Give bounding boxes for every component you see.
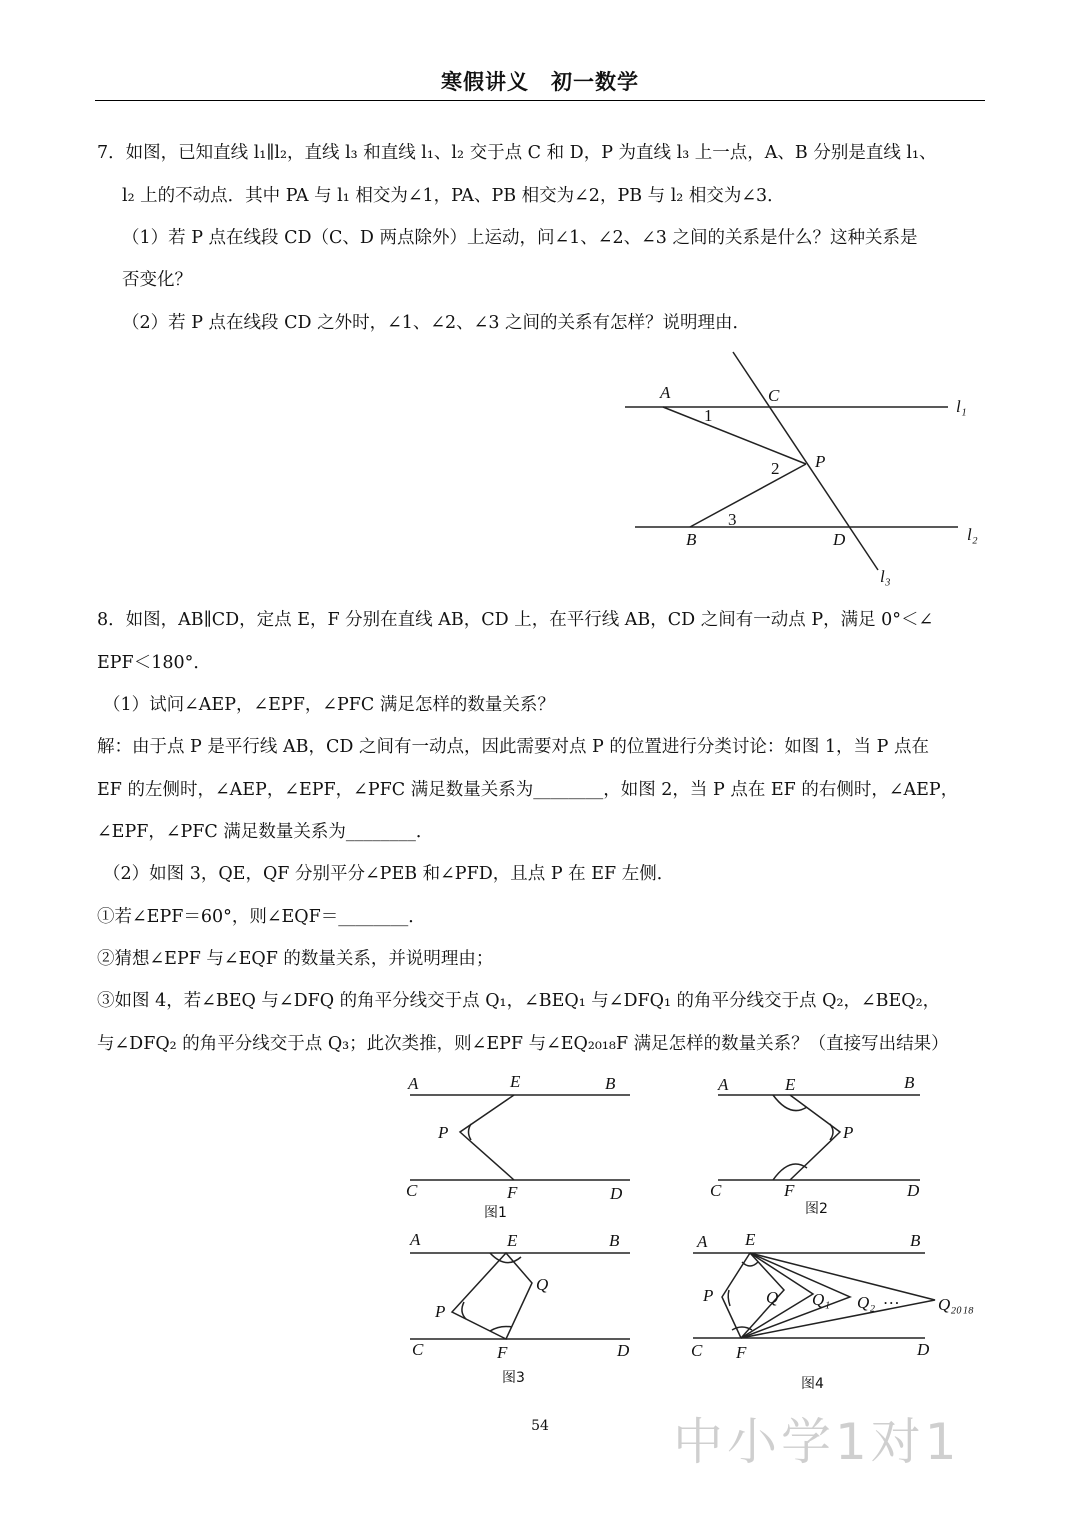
q7-line-4: 否变化？	[122, 270, 192, 290]
fig2-label-a: A	[718, 1075, 729, 1094]
q8-line-4: 解：由于点 P 是平行线 AB，CD 之间有一动点，因此需要对点 P 的位置进行分类讨论：如图 1，当 P 点在	[97, 737, 929, 757]
q8-figure-3	[400, 1225, 640, 1390]
fig2-label-d: D	[907, 1181, 920, 1200]
q7-label-l3: l₃	[880, 567, 891, 586]
fig1-label-d: D	[610, 1184, 623, 1203]
q8-line-8: ①若∠EPF＝60°，则∠EQF＝________．	[97, 907, 426, 927]
fig1-label-c: C	[406, 1181, 418, 1200]
q7-label-d: D	[833, 530, 846, 549]
fig3-label-e: E	[507, 1231, 518, 1250]
fig2-caption: 图2	[805, 1201, 828, 1217]
q8-line-11: 与∠DFQ₂ 的角平分线交于点 Q₃；此次类推，则∠EPF 与∠EQ₂₀₁₈F 满足怎样的数量关系？（直接写出结果）	[97, 1034, 949, 1054]
q7-line-2: l₂ 上的不动点．其中 PA 与 l₁ 相交为∠1，PA、PB 相交为∠2，PB 与 l₂ 相交为∠3．	[122, 186, 785, 206]
q7-line-5: （2）若 P 点在线段 CD 之外时，∠1、∠2、∠3 之间的关系有怎样？说明理由．	[122, 313, 751, 333]
fig3-label-q: Q	[536, 1275, 549, 1294]
q8-line-10: ③如图 4，若∠BEQ 与∠DFQ 的角平分线交于点 Q₁，∠BEQ₁ 与∠DFQ₁ 的角平分线交于点 Q₂，∠BEQ₂，	[97, 991, 941, 1011]
fig3-label-b: B	[609, 1231, 620, 1250]
fig4-label-f: F	[736, 1343, 747, 1362]
fig4-label-q1: Q₁	[812, 1290, 831, 1309]
fig4-label-q2: Q₂	[857, 1293, 876, 1312]
q8-line-2: EPF＜180°．	[97, 653, 211, 673]
q7-label-l1: l₁	[956, 397, 967, 416]
fig1-label-f: F	[507, 1183, 518, 1202]
q8-line-7: （2）如图 3，QE，QF 分别平分∠PEB 和∠PFD，且点 P 在 EF 左侧．	[103, 864, 675, 884]
q7-label-b: B	[686, 530, 697, 549]
q7-label-angle-1: 1	[704, 406, 713, 425]
fig1-label-e: E	[510, 1072, 521, 1091]
fig2-label-p: P	[843, 1123, 854, 1142]
q8-line-6: ∠EPF，∠PFC 满足数量关系为________．	[97, 822, 434, 842]
fig1-caption: 图1	[484, 1205, 507, 1221]
q8-line-9: ②猜想∠EPF 与∠EQF 的数量关系，并说明理由；	[97, 949, 494, 969]
q7-label-angle-3: 3	[728, 510, 737, 529]
fig3-label-c: C	[412, 1340, 424, 1359]
q7-line-1: 7．如图，已知直线 l₁∥l₂，直线 l₃ 和直线 l₁、l₂ 交于点 C 和 D，P 为直线 l₃ 上一点，A、B 分别是直线 l₁、	[97, 143, 937, 163]
q7-figure	[600, 345, 1000, 595]
fig4-caption: 图4	[801, 1376, 824, 1392]
fig4-label-b: B	[910, 1231, 921, 1250]
q7-line-3: （1）若 P 点在线段 CD（C、D 两点除外）上运动，问∠1、∠2、∠3 之间的关系是什么？这种关系是	[122, 228, 918, 248]
q8-line-3: （1）试问∠AEP，∠EPF，∠PFC 满足怎样的数量关系？	[103, 695, 555, 715]
watermark: 中小学1对1	[673, 1413, 961, 1471]
fig3-label-p: P	[435, 1302, 446, 1321]
fig4-label-p: P	[703, 1286, 714, 1305]
fig4-label-c: C	[691, 1341, 703, 1360]
q7-label-l2: l₂	[967, 525, 978, 544]
fig1-label-b: B	[605, 1074, 616, 1093]
fig3-label-f: F	[497, 1343, 508, 1362]
fig4-label-q2018: Q₂₀₁₈	[938, 1295, 974, 1314]
q7-label-a: A	[660, 383, 671, 402]
page-number: 54	[531, 1418, 549, 1434]
fig2-label-f: F	[784, 1181, 795, 1200]
fig1-label-p: P	[438, 1123, 449, 1142]
fig4-label-d: D	[917, 1340, 930, 1359]
fig3-label-d: D	[617, 1341, 630, 1360]
q7-label-c: C	[768, 386, 780, 405]
q8-figure-2	[705, 1070, 935, 1230]
fig3-label-a: A	[410, 1230, 421, 1249]
q8-figure-1	[400, 1070, 640, 1230]
q8-line-1: 8．如图，AB∥CD，定点 E，F 分别在直线 AB，CD 上，在平行线 AB，CD 之间有一动点 P，满足 0°＜∠	[97, 610, 934, 630]
fig2-label-c: C	[710, 1181, 722, 1200]
fig4-label-a: A	[697, 1232, 708, 1251]
fig4-label-e: E	[745, 1230, 756, 1249]
page-header-title: 寒假讲义 初一数学	[441, 70, 639, 94]
q7-label-angle-2: 2	[771, 459, 780, 478]
header-divider	[95, 100, 985, 101]
fig4-label-q: Q	[766, 1288, 779, 1307]
q8-figure-4	[685, 1225, 985, 1395]
fig4-label-ellipsis: …	[884, 1289, 900, 1308]
fig2-label-e: E	[785, 1075, 796, 1094]
fig3-caption: 图3	[502, 1370, 525, 1386]
fig2-label-b: B	[904, 1073, 915, 1092]
q8-line-5: EF 的左侧时，∠AEP，∠EPF，∠PFC 满足数量关系为________，如图 2，当 P 点在 EF 的右侧时，∠AEP，	[97, 780, 959, 800]
q7-label-p: P	[815, 452, 826, 471]
fig1-label-a: A	[408, 1074, 419, 1093]
